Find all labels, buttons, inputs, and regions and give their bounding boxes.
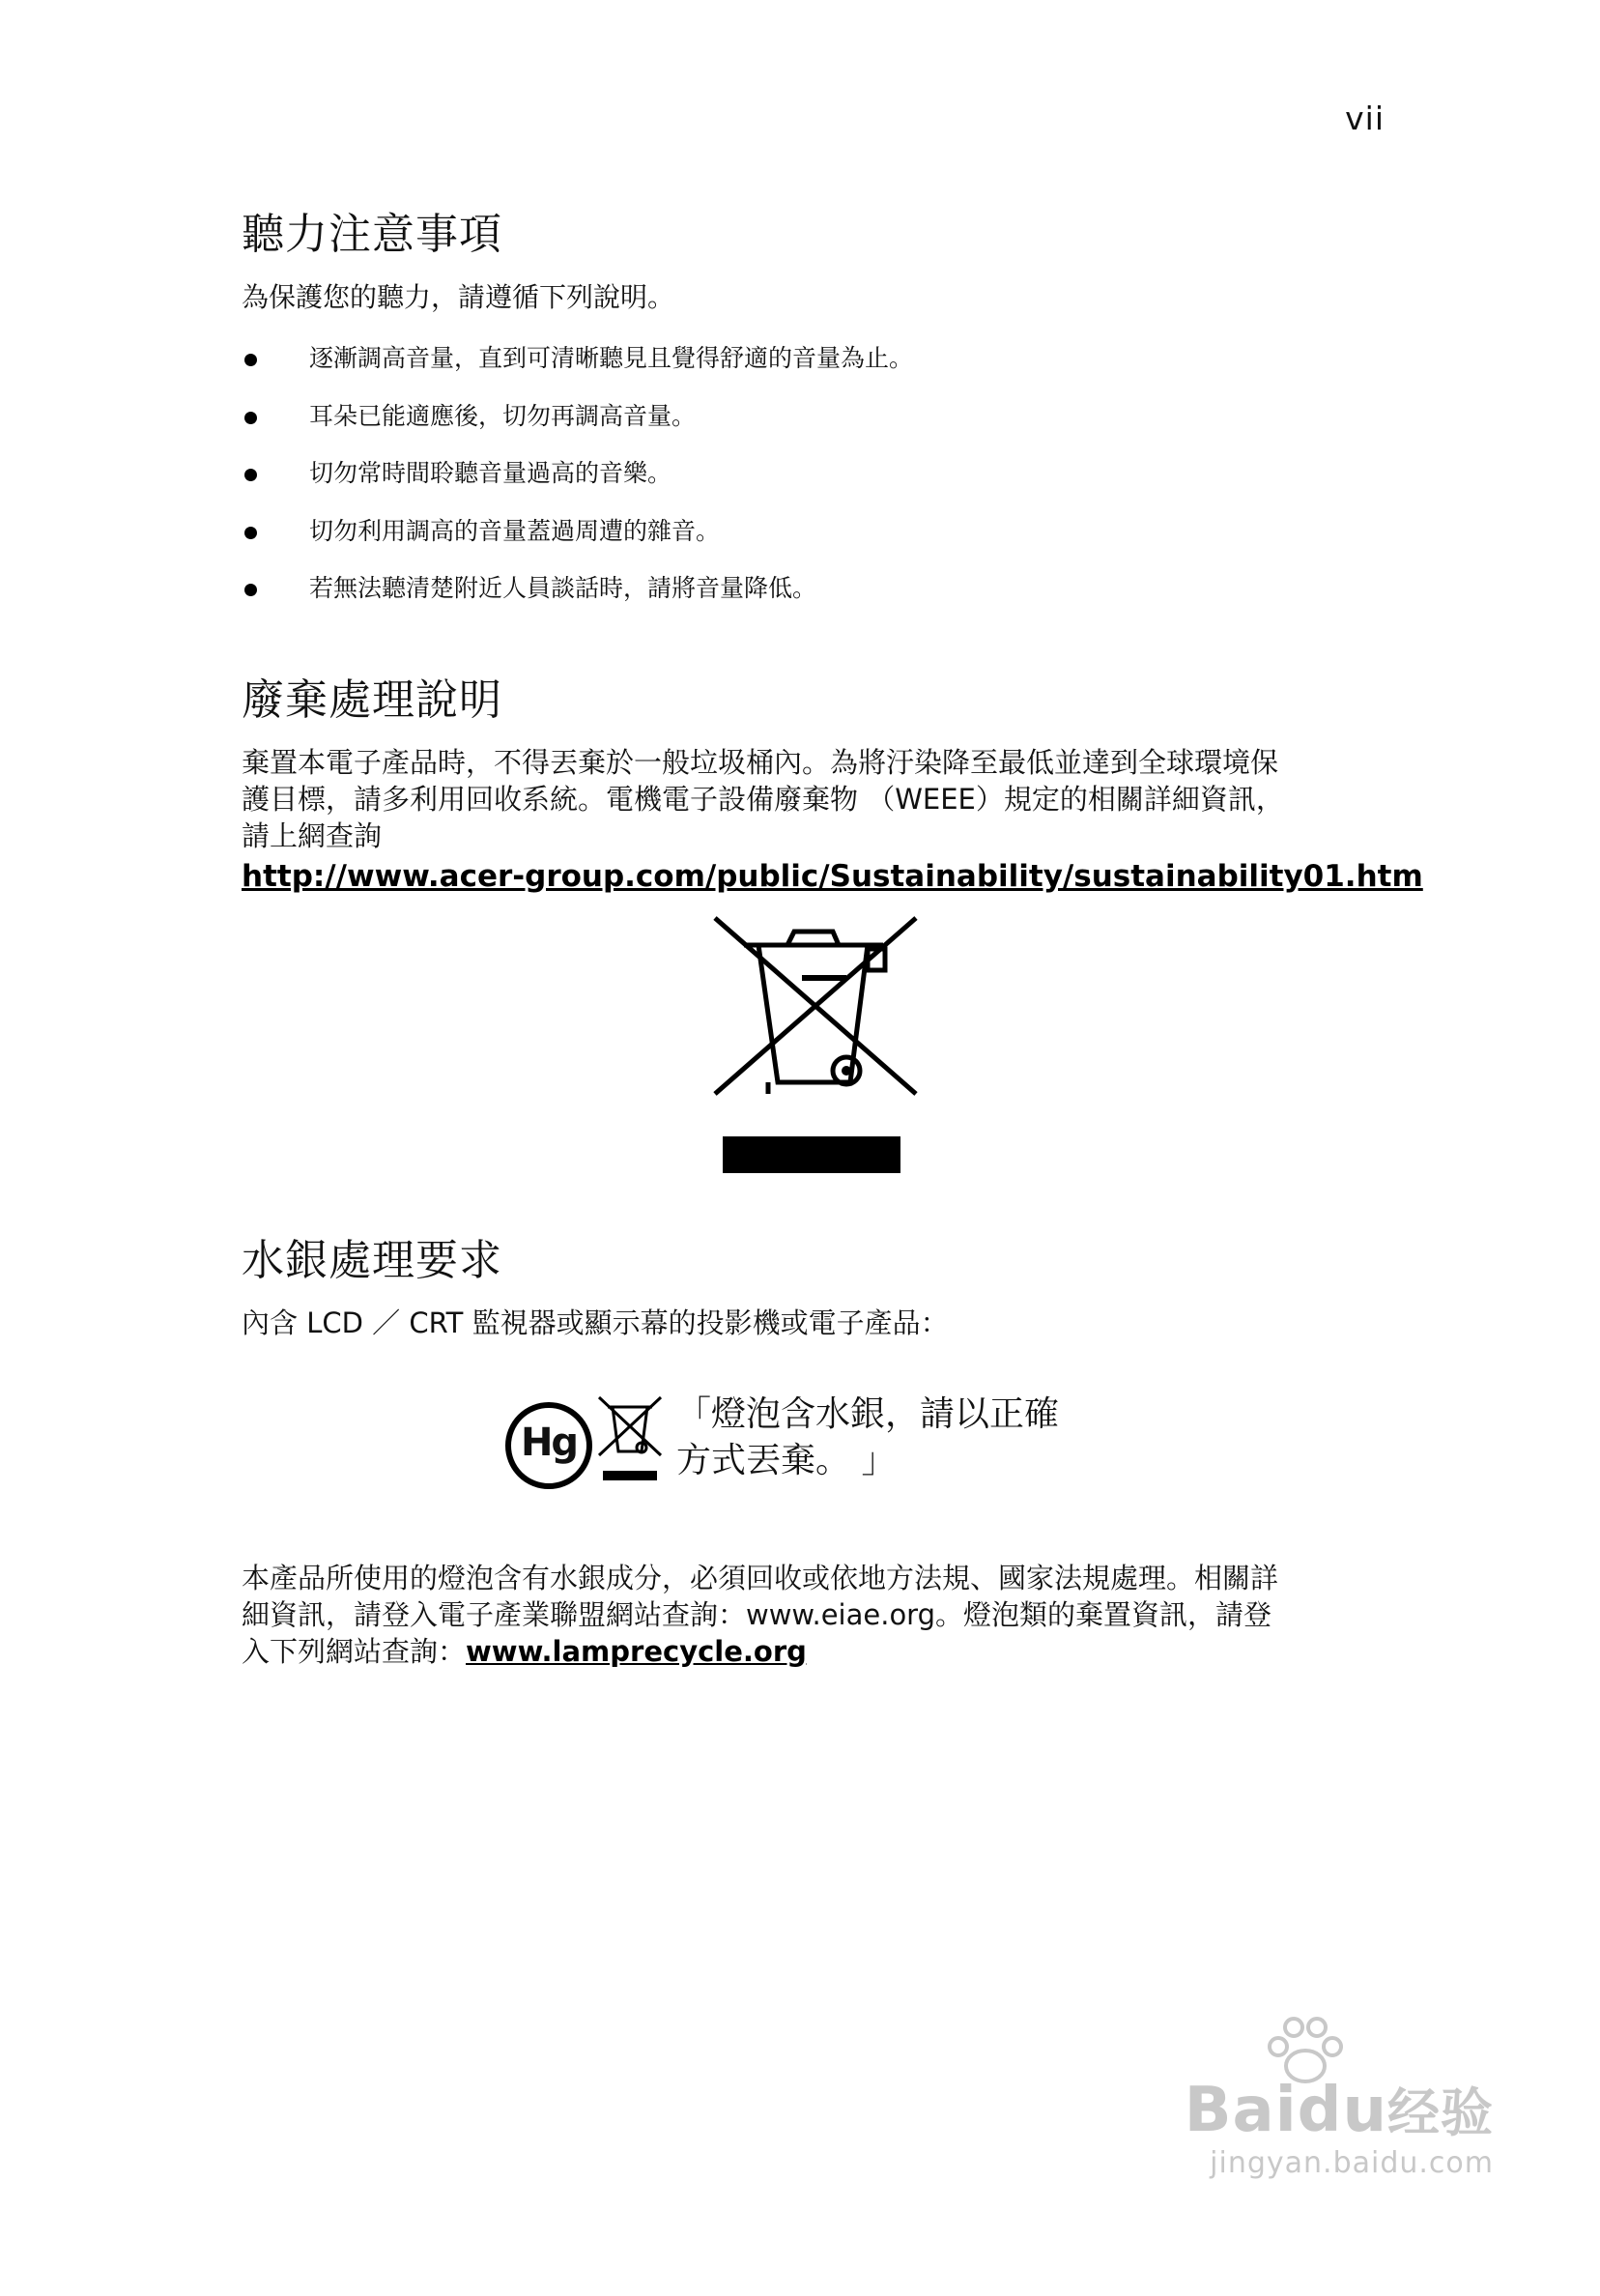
disposal-paragraph: 棄置本電子產品時，不得丟棄於一般垃圾桶內。為將汙染降至最低並達到全球環境保 護目標，請多利用回收系統。電機電子設備廢棄物 （WEEE）規定的相關詳細資訊， 請上網查詢	[242, 746, 1284, 852]
hearing-list	[242, 341, 913, 629]
weee-info-link[interactable]: http://www.acer-group.com/public/Sustainability/sustainability01.htm	[242, 859, 1423, 894]
bullet-icon	[244, 412, 257, 424]
list-item: 逐漸調高音量，直到可清晰聽見且覺得舒適的音量為止。	[242, 341, 913, 399]
hearing-intro: 為保護您的聽力，請遵循下列說明。	[242, 281, 675, 313]
bullet-icon	[244, 527, 257, 539]
paw-icon	[1257, 2012, 1354, 2089]
watermark-brand-du: du	[1297, 2075, 1387, 2146]
list-item: 耳朵已能適應後，切勿再調高音量。	[242, 399, 913, 457]
list-item: 切勿利用調高的音量蓋過周遭的雜音。	[242, 514, 913, 572]
mercury-intro: 內含 LCD ／ CRT 監視器或顯示幕的投影機或電子產品：	[242, 1306, 949, 1339]
mercury-hg-label: Hg	[520, 1421, 578, 1465]
bullet-icon	[244, 584, 257, 596]
small-crossed-bin-icon	[595, 1392, 667, 1488]
weee-crossed-bin-icon	[705, 908, 928, 1179]
section-title-disposal: 廢棄處理說明	[242, 675, 502, 725]
watermark-url: jingyan.baidu.com	[1210, 2146, 1494, 2180]
mercury-paragraph: 本產品所使用的燈泡含有水銀成分，必須回收或依地方法規、國家法規處理。相關詳 細資訊，請登入電子產業聯盟網站查詢：www.eiae.org。燈泡類的棄置資訊，請登 入下列網站查詢：www.lamprecycle.org	[242, 1562, 1279, 1668]
watermark-suffix: 经验	[1387, 2082, 1494, 2143]
section-title-mercury: 水銀處理要求	[242, 1236, 502, 1285]
baidu-watermark	[1185, 2072, 1494, 2180]
lamprecycle-link[interactable]: www.lamprecycle.org	[466, 1635, 807, 1668]
list-item: 切勿常時間聆聽音量過高的音樂。	[242, 456, 913, 514]
bullet-icon	[244, 354, 257, 366]
section-title-hearing: 聽力注意事項	[242, 210, 502, 259]
page-number: vii	[1345, 100, 1385, 137]
watermark-brand: Bai	[1184, 2075, 1298, 2146]
list-item: 若無法聽清楚附近人員談話時，請將音量降低。	[242, 571, 913, 629]
bullet-icon	[244, 469, 257, 481]
mercury-notice: 「燈泡含水銀，請以正確 方式丟棄。 」	[676, 1394, 1060, 1480]
